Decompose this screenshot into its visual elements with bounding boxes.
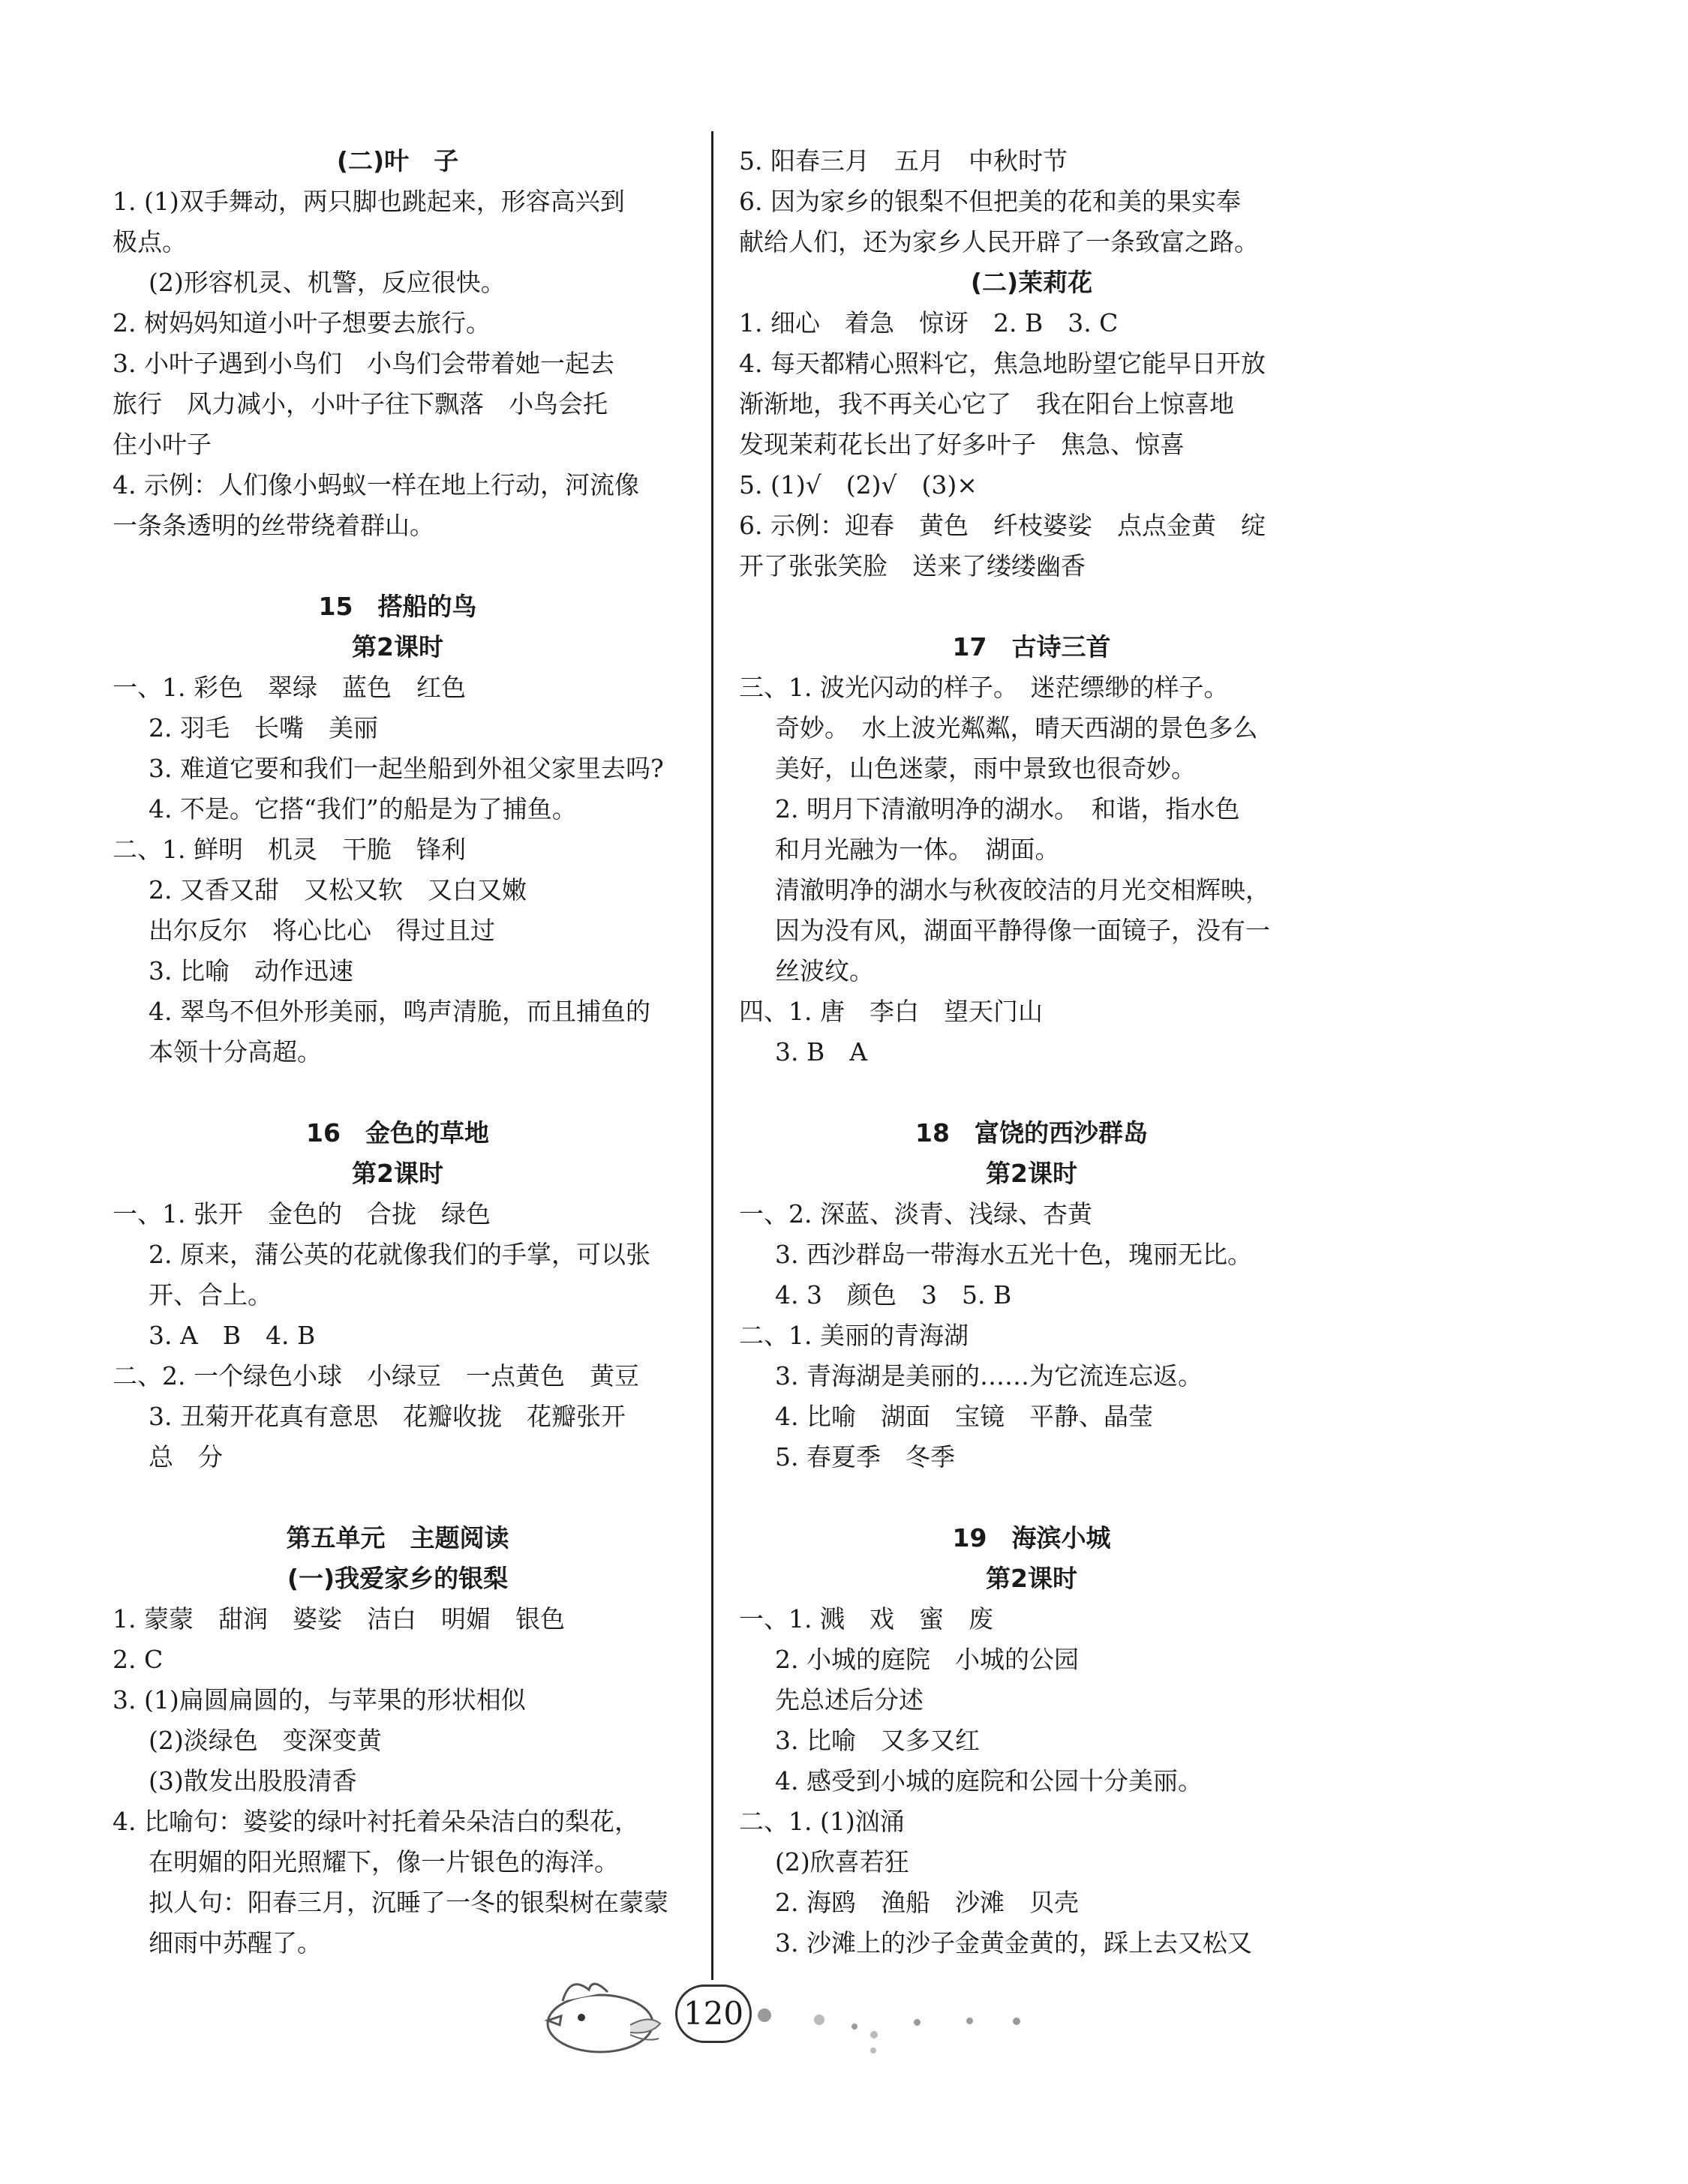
answer-line: 一、2. 深蓝、淡青、浅绿、杏黄 [739, 1199, 1092, 1228]
answer-line: 献给人们，还为家乡人民开辟了一条致富之路。 [739, 227, 1259, 256]
answer-line: 二、1. 鲜明 机灵 干脆 锋利 [113, 835, 466, 864]
answer-line: (2)欣喜若狂 [775, 1847, 909, 1876]
section-heading: 15 搭船的鸟 [318, 592, 477, 621]
answer-line: 二、1. (1)汹涌 [739, 1807, 905, 1836]
answer-line: 2. 小城的庭院 小城的公园 [775, 1645, 1079, 1674]
answer-line: 2. 原来，蒲公英的花就像我们的手掌，可以张 [149, 1240, 650, 1269]
answer-line: 发现茉莉花长出了好多叶子 焦急、惊喜 [739, 430, 1185, 459]
answer-line: 二、1. 美丽的青海湖 [739, 1321, 969, 1350]
bird-icon [518, 1971, 668, 2061]
answer-line: 拟人句：阳春三月，沉睡了一冬的银梨树在蒙蒙 [149, 1888, 668, 1917]
section-gap [113, 1072, 683, 1113]
section-heading: 17 古诗三首 [952, 632, 1111, 662]
answer-line: 3. 青海湖是美丽的……为它流连忘返。 [775, 1361, 1203, 1390]
right-column [739, 141, 1324, 1964]
answer-line: 一条条透明的丝带绕着群山。 [113, 511, 434, 540]
answer-line: 5. 阳春三月 五月 中秋时节 [739, 146, 1068, 176]
answer-line: 5. 春夏季 冬季 [775, 1442, 955, 1472]
answer-line: 3. 丑菊开花真有意思 花瓣收拢 花瓣张开 [149, 1402, 626, 1431]
section-heading: (一)我爱家乡的银梨 [287, 1564, 509, 1593]
answer-line: 3. (1)扁圆扁圆的，与苹果的形状相似 [113, 1685, 526, 1714]
answer-line: 4. 比喻 湖面 宝镜 平静、晶莹 [775, 1402, 1153, 1431]
answer-line: 4. 每天都精心照料它，焦急地盼望它能早日开放 [739, 349, 1266, 378]
section-heading: 第2课时 [986, 1564, 1077, 1593]
page-footer [518, 1971, 1058, 2061]
column-divider [711, 131, 713, 1980]
answer-line: 极点。 [113, 227, 187, 256]
answer-line: (3)散发出股股清香 [149, 1766, 357, 1796]
answer-line: 住小叶子 [113, 430, 212, 459]
answer-line: 4. 翠鸟不但外形美丽，鸣声清脆，而且捕鱼的 [149, 997, 650, 1026]
decor-dot [870, 2031, 878, 2038]
answer-line: 4. 3 颜色 3 5. B [775, 1280, 1012, 1310]
answer-line: 细雨中苏醒了。 [149, 1928, 322, 1958]
section-heading: 第2课时 [352, 632, 443, 662]
answer-line: 和月光融为一体。 湖面。 [775, 835, 1060, 864]
section-heading: 18 富饶的西沙群岛 [915, 1118, 1148, 1148]
answer-line: 4. 不是。它搭“我们”的船是为了捕鱼。 [149, 794, 577, 824]
answer-line: 3. 西沙群岛一带海水五光十色，瑰丽无比。 [775, 1240, 1252, 1269]
answer-line: 四、1. 唐 李白 望天门山 [739, 997, 1043, 1026]
section-gap [739, 1072, 1324, 1113]
answer-line: 3. 比喻 动作迅速 [149, 956, 353, 986]
decor-dot [870, 2048, 876, 2054]
answer-line: 奇妙。 水上波光粼粼，晴天西湖的景色多么 [775, 713, 1258, 742]
answer-line: 清澈明净的湖水与秋夜皎洁的月光交相辉映， [775, 875, 1270, 904]
answer-line: 2. 明月下清澈明净的湖水。 和谐，指水色 [775, 794, 1240, 824]
answer-line: 5. (1)√ (2)√ (3)× [739, 470, 978, 500]
section-heading: 第2课时 [986, 1159, 1077, 1188]
answer-line: 一、1. 彩色 翠绿 蓝色 红色 [113, 673, 466, 702]
section-heading: 第五单元 主题阅读 [286, 1523, 509, 1552]
section-heading: (二)茉莉花 [970, 268, 1093, 297]
answer-line: 6. 因为家乡的银梨不但把美的花和美的果实奉 [739, 187, 1241, 216]
answer-line: 2. C [113, 1645, 164, 1674]
answer-line: (2)淡绿色 变深变黄 [149, 1726, 382, 1755]
answer-line: 本领十分高超。 [149, 1037, 322, 1066]
section-heading: 19 海滨小城 [952, 1523, 1111, 1552]
answer-line: 2. 树妈妈知道小叶子想要去旅行。 [113, 308, 491, 338]
answer-line: (2)形容机灵、机警，反应很快。 [149, 268, 506, 297]
decor-dot [914, 2019, 921, 2026]
answer-line: 三、1. 波光闪动的样子。 迷茫缥缈的样子。 [739, 673, 1229, 702]
answer-line: 2. 又香又甜 又松又软 又白又嫩 [149, 875, 527, 904]
answer-line: 总 分 [149, 1442, 223, 1472]
answer-line: 2. 羽毛 长嘴 美丽 [149, 713, 378, 742]
section-gap [113, 546, 683, 586]
section-gap [113, 1478, 683, 1518]
answer-line: 4. 比喻句：婆娑的绿叶衬托着朵朵洁白的梨花， [113, 1807, 639, 1836]
answer-line: 因为没有风，湖面平静得像一面镜子，没有一 [775, 916, 1270, 945]
answer-line: 3. B A [775, 1037, 868, 1066]
answer-line: 在明媚的阳光照耀下，像一片银色的海洋。 [149, 1847, 619, 1876]
decor-dot [758, 2008, 771, 2022]
answer-line: 开、合上。 [149, 1280, 272, 1310]
answer-line: 渐渐地，我不再关心它了 我在阳台上惊喜地 [739, 389, 1234, 418]
decor-dot [814, 2014, 824, 2025]
answer-line: 丝波纹。 [775, 956, 874, 986]
answer-line: 开了张张笑脸 送来了缕缕幽香 [739, 551, 1086, 580]
answer-line: 一、1. 张开 金色的 合拢 绿色 [113, 1199, 491, 1228]
answer-line: 1. (1)双手舞动，两只脚也跳起来，形容高兴到 [113, 187, 625, 216]
answer-line: 3. 难道它要和我们一起坐船到外祖父家里去吗? [149, 754, 664, 783]
left-column [113, 141, 683, 1964]
answer-line: 1. 细心 着急 惊讶 2. B 3. C [739, 308, 1119, 338]
answer-line: 旅行 风力减小，小叶子往下飘落 小鸟会托 [113, 389, 608, 418]
answer-line: 先总述后分述 [775, 1685, 924, 1714]
decor-dot [852, 2024, 858, 2030]
section-heading: 16 金色的草地 [306, 1118, 489, 1148]
answer-line: 2. 海鸥 渔船 沙滩 贝壳 [775, 1888, 1079, 1917]
section-gap [739, 586, 1324, 627]
section-heading: 第2课时 [352, 1159, 443, 1188]
decor-dot [966, 2018, 973, 2024]
section-heading: (二)叶 子 [336, 146, 459, 176]
answer-line: 6. 示例：迎春 黄色 纤枝婆娑 点点金黄 绽 [739, 511, 1266, 540]
answer-line: 出尔反尔 将心比心 得过且过 [149, 916, 495, 945]
answer-line: 一、1. 溅 戏 蜜 废 [739, 1604, 993, 1634]
page-number: 120 [675, 1984, 752, 2043]
section-gap [739, 1478, 1324, 1518]
answer-line: 3. 沙滩上的沙子金黄金黄的，踩上去又松又 [775, 1928, 1252, 1958]
answer-line: 3. 比喻 又多又红 [775, 1726, 980, 1755]
answer-line: 3. A B 4. B [149, 1321, 316, 1350]
decor-dot [1013, 2018, 1020, 2025]
answer-line: 二、2. 一个绿色小球 小绿豆 一点黄色 黄豆 [113, 1361, 639, 1390]
answer-line: 4. 示例：人们像小蚂蚁一样在地上行动，河流像 [113, 470, 639, 500]
answer-line: 3. 小叶子遇到小鸟们 小鸟们会带着她一起去 [113, 349, 614, 378]
answer-line: 4. 感受到小城的庭院和公园十分美丽。 [775, 1766, 1203, 1796]
answer-line: 1. 蒙蒙 甜润 婆娑 洁白 明媚 银色 [113, 1604, 565, 1634]
answer-line: 美好，山色迷蒙，雨中景致也很奇妙。 [775, 754, 1196, 783]
